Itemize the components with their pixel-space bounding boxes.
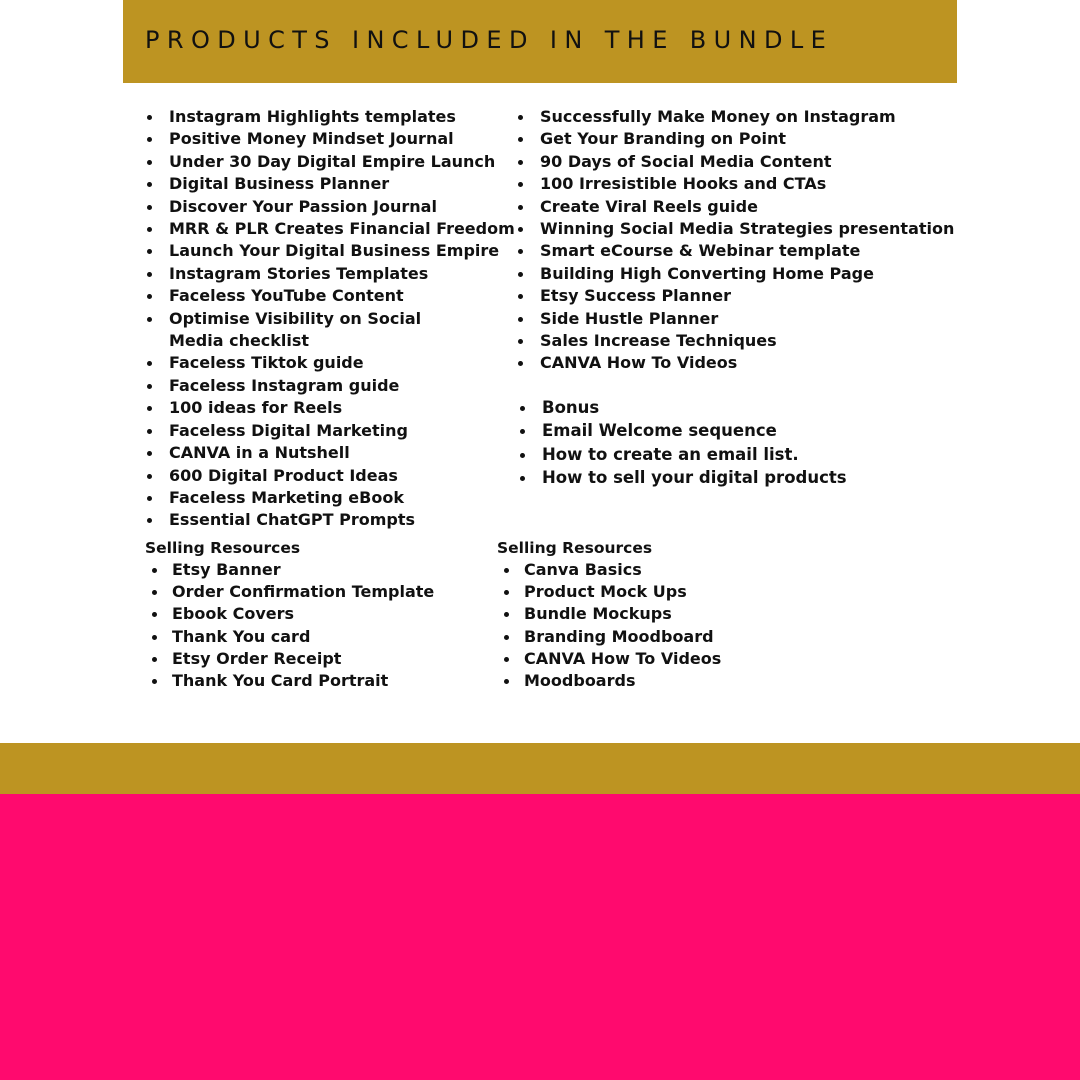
list-item: Faceless Instagram guide	[169, 375, 499, 397]
list-item: CANVA How To Videos	[540, 352, 954, 374]
list-item: How to sell your digital products	[542, 466, 847, 489]
selling-resources-list-left	[172, 559, 434, 692]
list-item: Etsy Success Planner	[540, 285, 954, 307]
list-item: Faceless Digital Marketing	[169, 420, 499, 442]
list-item: Product Mock Ups	[524, 581, 721, 603]
list-item: Etsy Banner	[172, 559, 434, 581]
list-item: Positive Money Mindset Journal	[169, 128, 499, 150]
list-item: Smart eCourse & Webinar template	[540, 240, 954, 262]
list-item: Thank You Card Portrait	[172, 670, 434, 692]
list-item: Successfully Make Money on Instagram	[540, 106, 954, 128]
list-item: MRR & PLR Creates Financial Freedom	[169, 218, 499, 240]
list-item: CANVA How To Videos	[524, 648, 721, 670]
list-item: Create Viral Reels guide	[540, 196, 954, 218]
selling-resources-heading: Selling Resources	[145, 539, 301, 557]
list-item: Launch Your Digital Business Empire	[169, 240, 499, 262]
list-item: Canva Basics	[524, 559, 721, 581]
list-item: Get Your Branding on Point	[540, 128, 954, 150]
list-item: Faceless YouTube Content	[169, 285, 499, 307]
left-product-list	[169, 106, 515, 532]
list-item: Building High Converting Home Page	[540, 263, 954, 285]
list-item: Order Confirmation Template	[172, 581, 434, 603]
list-item: Ebook Covers	[172, 603, 434, 625]
list-item: Thank You card	[172, 626, 434, 648]
selling-resources-list-right	[524, 559, 721, 692]
list-item: 100 ideas for Reels	[169, 397, 499, 419]
list-item: Winning Social Media Strategies presentation	[540, 218, 954, 240]
list-item: Digital Business Planner	[169, 173, 499, 195]
pink-footer-block	[0, 794, 1080, 1080]
list-item: Optimise Visibility on Social Media checklist	[169, 308, 469, 353]
header-banner	[123, 0, 957, 83]
list-item: 100 Irresistible Hooks and CTAs	[540, 173, 954, 195]
list-item: 600 Digital Product Ideas	[169, 465, 499, 487]
list-item: How to create an email list.	[542, 443, 847, 466]
bonus-list	[542, 396, 847, 490]
list-item: Sales Increase Techniques	[540, 330, 954, 352]
list-item: 90 Days of Social Media Content	[540, 151, 954, 173]
list-item: Essential ChatGPT Prompts	[169, 509, 499, 531]
list-item: Under 30 Day Digital Empire Launch	[169, 151, 499, 173]
list-item: Etsy Order Receipt	[172, 648, 434, 670]
list-item: Side Hustle Planner	[540, 308, 954, 330]
list-item: Instagram Stories Templates	[169, 263, 499, 285]
list-item: Faceless Marketing eBook	[169, 487, 499, 509]
page-title: PRODUCTS INCLUDED IN THE BUNDLE	[145, 26, 834, 54]
list-item: Discover Your Passion Journal	[169, 196, 499, 218]
list-item: CANVA in a Nutshell	[169, 442, 499, 464]
selling-resources-heading: Selling Resources	[497, 539, 653, 557]
list-item: Faceless Tiktok guide	[169, 352, 499, 374]
list-item: Moodboards	[524, 670, 721, 692]
list-item: Email Welcome sequence	[542, 419, 847, 442]
list-item: Branding Moodboard	[524, 626, 721, 648]
gold-divider-band	[0, 743, 1080, 794]
list-item: Bonus	[542, 396, 847, 419]
right-product-list	[540, 106, 954, 375]
list-item: Bundle Mockups	[524, 603, 721, 625]
list-item: Instagram Highlights templates	[169, 106, 499, 128]
